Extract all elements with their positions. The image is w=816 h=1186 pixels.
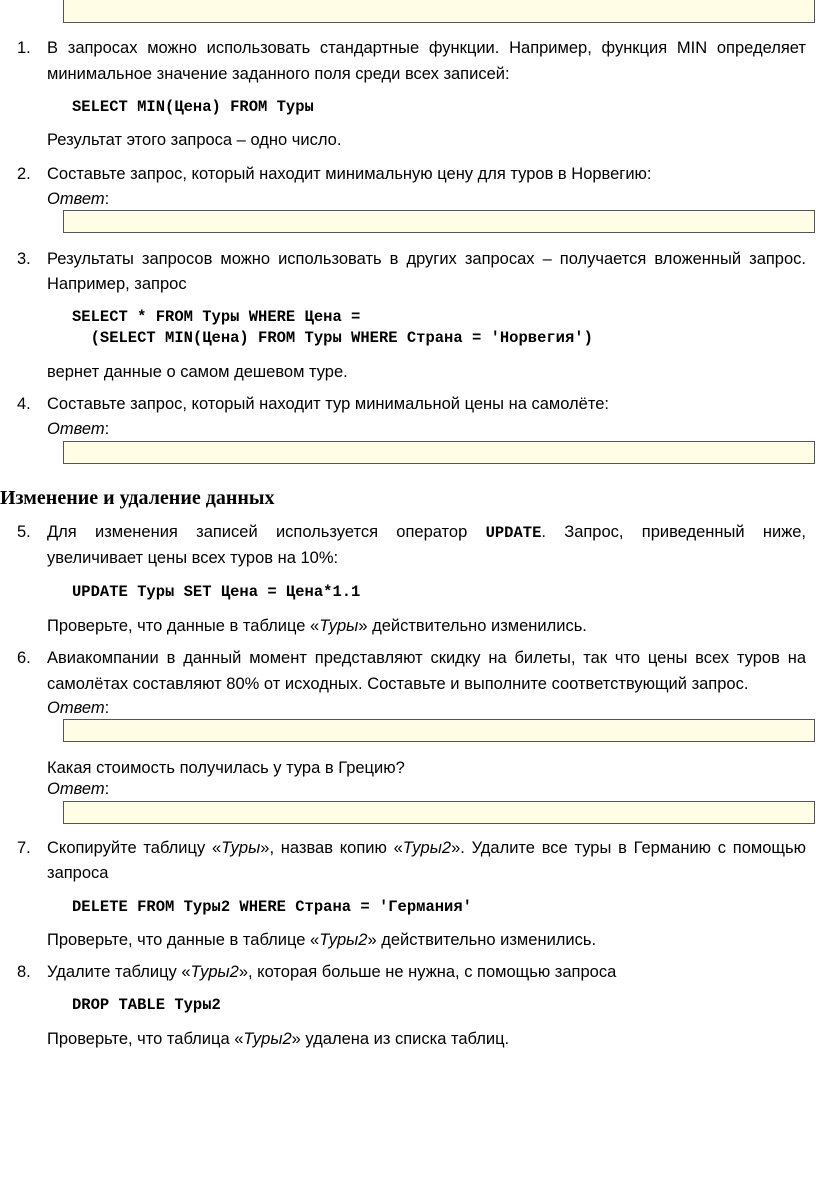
item-3-code-line1: SELECT * FROM Туры WHERE Цена =: [72, 308, 361, 326]
answer-input-top[interactable]: [63, 0, 815, 23]
item-8-number: 8.: [17, 963, 31, 981]
item-6-answer-label: Ответ:: [47, 699, 110, 717]
item-4-text: Составьте запрос, который находит тур минимальной цены на самолёте:: [47, 395, 609, 413]
item-6-question: Какая стоимость получилась у тура в Грецию?: [47, 759, 405, 777]
item-6-text-line1: Авиакомпании в данный момент представляют скидку на билеты, так что цены всех туров на: [47, 649, 806, 667]
item-7-code: DELETE FROM Туры2 WHERE Страна = 'Германия': [72, 898, 472, 916]
item-1-number: 1.: [17, 39, 31, 57]
item-4-number: 4.: [17, 395, 31, 413]
item-1-text-line1: В запросах можно использовать стандартные функции. Например, функция MIN определяет: [47, 39, 806, 57]
item-2-answer-label: Ответ:: [47, 190, 110, 208]
item-4-answer-label: Ответ:: [47, 420, 110, 438]
item-2-answer-input[interactable]: [63, 210, 815, 233]
item-1-result: Результат этого запроса – одно число.: [47, 131, 342, 149]
item-3-code-line2: (SELECT MIN(Цена) FROM Туры WHERE Страна = 'Норвегия'): [72, 329, 593, 347]
item-6-answer-input[interactable]: [63, 719, 815, 742]
item-1-text-line2: минимальное значение заданного поля среди всех записей:: [47, 65, 510, 83]
item-6-question-answer-input[interactable]: [63, 801, 815, 824]
item-8-code: DROP TABLE Туры2: [72, 996, 221, 1014]
item-8-text: Удалите таблицу «Туры2», которая больше не нужна, с помощью запроса: [47, 963, 617, 981]
item-3-text-line1: Результаты запросов можно использовать в других запросах – получается вложенный запрос.: [47, 250, 806, 268]
item-5-text-line1: Для изменения записей используется оператор UPDATE. Запрос, приведенный ниже,: [47, 523, 806, 542]
item-6-question-answer-label: Ответ:: [47, 780, 110, 798]
item-7-text-line2: запроса: [47, 864, 109, 882]
item-1-code: SELECT MIN(Цена) FROM Туры: [72, 98, 314, 116]
item-5-code: UPDATE Туры SET Цена = Цена*1.1: [72, 583, 361, 601]
section-heading: Изменение и удаление данных: [0, 487, 275, 509]
item-3-result: вернет данные о самом дешевом туре.: [47, 363, 348, 381]
item-4-answer-input[interactable]: [63, 441, 815, 464]
item-2-text: Составьте запрос, который находит минимальную цену для туров в Норвегию:: [47, 165, 652, 183]
item-5-text-line2: увеличивает цены всех туров на 10%:: [47, 549, 339, 567]
item-5-number: 5.: [17, 523, 31, 541]
item-7-check: Проверьте, что данные в таблице «Туры2» действительно изменились.: [47, 931, 597, 949]
item-6-text-line2: самолётах составляют 80% от исходных. Составьте и выполните соответствующий запрос.: [47, 675, 749, 693]
item-5-check: Проверьте, что данные в таблице «Туры» действительно изменились.: [47, 617, 587, 635]
item-2-number: 2.: [17, 165, 31, 183]
item-7-text-line1: Скопируйте таблицу «Туры», назвав копию «Туры2». Удалите все туры в Германию с помощью: [47, 839, 806, 857]
item-6-number: 6.: [17, 649, 31, 667]
item-3-number: 3.: [17, 250, 31, 268]
item-8-check: Проверьте, что таблица «Туры2» удалена из списка таблиц.: [47, 1030, 510, 1048]
item-3-text-line2: Например, запрос: [47, 275, 187, 293]
item-7-number: 7.: [17, 839, 31, 857]
